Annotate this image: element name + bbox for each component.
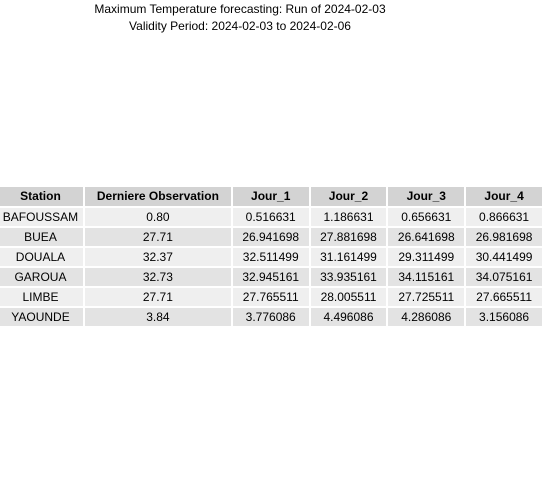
forecast-table-container xyxy=(0,185,533,328)
day-3-cell: 26.641698 xyxy=(388,228,464,246)
validity-period: Validity Period: 2024-02-03 to 2024-02-06 xyxy=(129,19,351,33)
day-2-cell: 27.881698 xyxy=(311,228,387,246)
day-2-cell: 28.005511 xyxy=(311,288,387,306)
day-1-cell: 3.776086 xyxy=(233,308,309,326)
observation-cell: 0.80 xyxy=(85,208,231,226)
observation-cell: 32.73 xyxy=(85,268,231,286)
title-block xyxy=(0,1,480,35)
header-last-observation: Derniere Observation xyxy=(85,187,231,206)
observation-cell: 32.37 xyxy=(85,248,231,266)
station-cell: DOUALA xyxy=(0,248,83,266)
table-row xyxy=(0,308,542,326)
station-cell: GAROUA xyxy=(0,268,83,286)
table-header-row xyxy=(0,187,542,206)
day-4-cell: 3.156086 xyxy=(466,308,542,326)
day-2-cell: 33.935161 xyxy=(311,268,387,286)
day-2-cell: 1.186631 xyxy=(311,208,387,226)
day-3-cell: 4.286086 xyxy=(388,308,464,326)
table-row xyxy=(0,288,542,306)
day-4-cell: 27.665511 xyxy=(466,288,542,306)
day-4-cell: 26.981698 xyxy=(466,228,542,246)
day-3-cell: 29.311499 xyxy=(388,248,464,266)
header-day-4: Jour_4 xyxy=(466,187,542,206)
forecast-table xyxy=(0,185,544,328)
station-cell: BAFOUSSAM xyxy=(0,208,83,226)
day-3-cell: 0.656631 xyxy=(388,208,464,226)
observation-cell: 27.71 xyxy=(85,288,231,306)
day-1-cell: 32.945161 xyxy=(233,268,309,286)
header-day-1: Jour_1 xyxy=(233,187,309,206)
station-cell: LIMBE xyxy=(0,288,83,306)
day-1-cell: 0.516631 xyxy=(233,208,309,226)
header-station: Station xyxy=(0,187,83,206)
table-row xyxy=(0,228,542,246)
day-4-cell: 30.441499 xyxy=(466,248,542,266)
station-cell: BUEA xyxy=(0,228,83,246)
day-1-cell: 26.941698 xyxy=(233,228,309,246)
day-4-cell: 0.866631 xyxy=(466,208,542,226)
day-1-cell: 27.765511 xyxy=(233,288,309,306)
header-day-3: Jour_3 xyxy=(388,187,464,206)
page-title: Maximum Temperature forecasting: Run of 2024-02-03 xyxy=(94,2,386,16)
day-3-cell: 34.115161 xyxy=(388,268,464,286)
station-cell: YAOUNDE xyxy=(0,308,83,326)
table-row xyxy=(0,248,542,266)
day-2-cell: 31.161499 xyxy=(311,248,387,266)
day-2-cell: 4.496086 xyxy=(311,308,387,326)
table-row xyxy=(0,268,542,286)
day-1-cell: 32.511499 xyxy=(233,248,309,266)
observation-cell: 27.71 xyxy=(85,228,231,246)
table-row xyxy=(0,208,542,226)
header-day-2: Jour_2 xyxy=(311,187,387,206)
day-4-cell: 34.075161 xyxy=(466,268,542,286)
day-3-cell: 27.725511 xyxy=(388,288,464,306)
observation-cell: 3.84 xyxy=(85,308,231,326)
